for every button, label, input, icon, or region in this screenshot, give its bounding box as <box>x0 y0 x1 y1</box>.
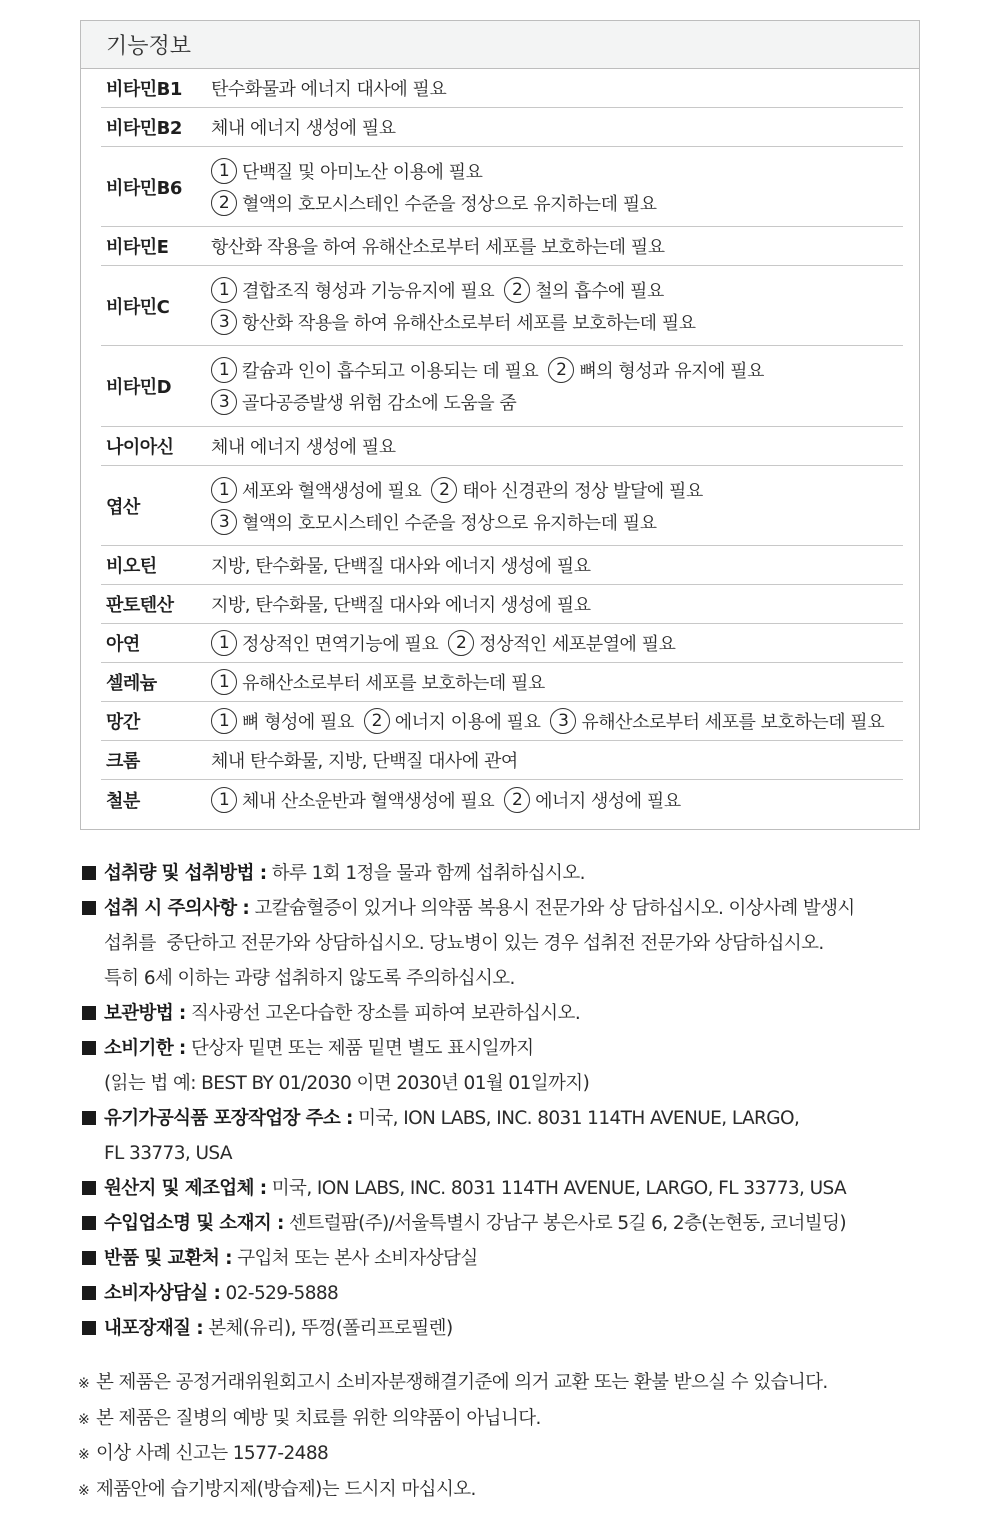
function-item <box>211 190 657 216</box>
functional-info-title: 기능정보 <box>81 21 919 69</box>
circled-number: 1 <box>211 357 237 383</box>
square-bullet-icon <box>82 1006 96 1020</box>
product-info-continuation: (읽는 법 예: BEST BY 01/2030 이면 2030년 01월 01일까지) <box>104 1073 590 1094</box>
function-text: 정상적인 세포분열에 필요 <box>479 634 676 655</box>
function-text: 태아 신경관의 정상 발달에 필요 <box>462 480 703 502</box>
functional-info-row <box>101 466 903 546</box>
function-item <box>211 357 538 383</box>
product-info-text: 센트럴팜(주)/서울특별시 강남구 봉은사로 5길 6, 2층(논현동, 코너빌딩) <box>283 1213 846 1234</box>
circled-number: 1 <box>211 708 237 734</box>
function-text: 항산화 작용을 하여 유해산소로부터 세포를 보호하는데 필요 <box>242 312 696 334</box>
square-bullet-icon <box>82 1181 96 1195</box>
function-item <box>211 158 482 184</box>
product-info-text: 미국, ION LABS, INC. 8031 114TH AVENUE, LARGO, <box>352 1108 800 1129</box>
function-item <box>211 433 396 459</box>
note-text: 본 제품은 공정거래위원회고시 소비자분쟁해결기준에 의거 교환 또는 환불 받으실 수 있습니다. <box>96 1372 828 1393</box>
functional-info-row <box>101 546 903 585</box>
product-info-text: 02-529-5888 <box>220 1283 339 1304</box>
product-info-item <box>82 1031 942 1066</box>
product-info-item <box>82 996 942 1031</box>
functional-info-row <box>101 227 903 266</box>
function-line <box>211 111 903 143</box>
product-info-label: 내포장재질 : <box>104 1318 203 1339</box>
function-text: 항산화 작용을 하여 유해산소로부터 세포를 보호하는데 필요 <box>211 237 665 258</box>
functional-info-row <box>101 741 903 780</box>
function-line <box>211 430 903 462</box>
nutrient-function <box>211 588 903 620</box>
function-item <box>504 277 664 303</box>
square-bullet-icon <box>82 1286 96 1300</box>
function-text: 체내 산소운반과 혈액생성에 필요 <box>242 790 495 812</box>
nutrient-name: 크롬 <box>106 751 140 772</box>
function-text: 철의 흡수에 필요 <box>535 280 664 302</box>
functional-info-rows <box>81 69 919 819</box>
function-item <box>211 233 665 259</box>
function-line <box>211 506 903 538</box>
function-item <box>211 309 696 335</box>
function-line <box>211 230 903 262</box>
product-info-text: 미국, ION LABS, INC. 8031 114TH AVENUE, LARGO, FL 33773, USA <box>266 1178 847 1199</box>
functional-info-row <box>101 108 903 147</box>
function-line <box>211 155 903 187</box>
function-item <box>211 389 516 415</box>
product-info-text: 하루 1회 1정을 물과 함께 섭취하십시오. <box>266 863 585 884</box>
product-info-text: 본체(유리), 뚜껑(폴리프로필렌) <box>203 1318 453 1339</box>
product-info-item <box>82 1241 942 1276</box>
function-item <box>504 787 681 813</box>
function-item <box>364 708 541 734</box>
circled-number: 1 <box>211 158 237 184</box>
nutrient-function <box>211 274 903 338</box>
nutrient-name: 비타민C <box>106 296 170 318</box>
circled-number: 1 <box>211 787 237 813</box>
function-text: 결합조직 형성과 기능유지에 필요 <box>242 280 495 302</box>
product-info-text: 단상자 밑면 또는 제품 밑면 별도 표시일까지 <box>185 1038 534 1059</box>
function-item <box>211 552 591 578</box>
note-text: 이상 사례 신고는 1577-2488 <box>96 1443 329 1464</box>
note-item <box>78 1437 958 1473</box>
circled-number: 2 <box>504 277 530 303</box>
function-text: 탄수화물과 에너지 대사에 필요 <box>211 79 447 100</box>
notes-list <box>78 1366 958 1508</box>
product-info-label: 섭취량 및 섭취방법 : <box>104 863 267 884</box>
function-text: 지방, 탄수화물, 단백질 대사와 에너지 생성에 필요 <box>211 556 591 577</box>
functional-info-row <box>101 624 903 663</box>
function-text: 뼈의 형성과 유지에 필요 <box>579 361 764 382</box>
circled-number: 2 <box>431 477 457 503</box>
circled-number: 2 <box>448 630 474 656</box>
function-line <box>211 549 903 581</box>
nutrient-function <box>211 474 903 538</box>
square-bullet-icon <box>82 901 96 915</box>
circled-number: 3 <box>211 389 237 415</box>
product-info-label: 원산지 및 제조업체 : <box>104 1178 267 1199</box>
function-item <box>550 708 884 734</box>
product-info-text: 구입처 또는 본사 소비자상담실 <box>231 1248 478 1269</box>
nutrient-name: 철분 <box>106 790 140 812</box>
nutrient-function <box>211 744 903 776</box>
square-bullet-icon <box>82 1251 96 1265</box>
function-text: 체내 탄수화물, 지방, 단백질 대사에 관여 <box>211 751 518 772</box>
nutrient-name: 비타민E <box>106 237 169 258</box>
functional-info-row <box>101 346 903 427</box>
nutrient-name: 망간 <box>106 712 140 733</box>
function-item <box>211 509 657 535</box>
circled-number: 1 <box>211 277 237 303</box>
function-line <box>211 386 903 418</box>
note-item <box>78 1402 958 1438</box>
function-item <box>211 277 494 303</box>
function-line <box>211 744 903 776</box>
nutrient-function <box>211 549 903 581</box>
function-item <box>211 75 446 101</box>
nutrient-function <box>211 155 903 219</box>
reference-mark-icon: ※ <box>78 1411 90 1428</box>
function-text: 에너지 생성에 필요 <box>535 790 681 812</box>
function-item <box>211 669 545 695</box>
note-item <box>78 1473 958 1509</box>
product-info-text: 직사광선 고온다습한 장소를 피하여 보관하십시오. <box>185 1003 581 1024</box>
nutrient-function <box>211 705 903 737</box>
function-item <box>211 477 421 503</box>
function-text: 정상적인 면역기능에 필요 <box>242 634 439 655</box>
nutrient-function <box>211 430 903 462</box>
product-info-item <box>82 1311 942 1346</box>
function-text: 체내 에너지 생성에 필요 <box>211 118 396 139</box>
square-bullet-icon <box>82 1111 96 1125</box>
function-line <box>211 705 903 737</box>
function-text: 뼈 형성에 필요 <box>242 712 354 733</box>
circled-number: 1 <box>211 477 237 503</box>
circled-number: 3 <box>211 309 237 335</box>
product-info-item <box>82 1206 942 1241</box>
nutrient-name: 비타민D <box>106 377 172 398</box>
functional-info-row <box>101 663 903 702</box>
function-line <box>211 474 903 506</box>
function-item <box>448 630 675 656</box>
functional-info-row <box>101 266 903 346</box>
product-info-label: 반품 및 교환처 : <box>104 1248 232 1269</box>
product-info-label: 섭취 시 주의사항 : <box>104 898 250 919</box>
product-info-label: 수입업소명 및 소재지 : <box>104 1213 284 1234</box>
product-info-item <box>82 891 942 926</box>
product-info-continuation: 특히 6세 이하는 과량 섭취하지 않도록 주의하십시오. <box>104 968 515 989</box>
nutrient-name: 엽산 <box>106 496 140 518</box>
function-item <box>548 357 764 383</box>
functional-info-row <box>101 780 903 819</box>
function-text: 혈액의 호모시스테인 수준을 정상으로 유지하는데 필요 <box>242 193 657 215</box>
functional-info-table <box>80 20 920 830</box>
function-line <box>211 627 903 659</box>
product-info-item <box>82 1101 942 1136</box>
function-item <box>211 787 494 813</box>
product-info-item <box>82 1276 942 1311</box>
function-line <box>211 666 903 698</box>
note-text: 제품안에 습기방지제(방습제)는 드시지 마십시오. <box>96 1478 476 1500</box>
function-item <box>211 591 591 617</box>
square-bullet-icon <box>82 1321 96 1335</box>
nutrient-name: 비타민B2 <box>106 118 182 139</box>
square-bullet-icon <box>82 866 96 880</box>
function-item <box>211 747 518 773</box>
circled-number: 1 <box>211 669 237 695</box>
function-item <box>431 477 702 503</box>
function-item <box>211 630 438 656</box>
function-line <box>211 187 903 219</box>
function-text: 에너지 이용에 필요 <box>394 712 541 733</box>
function-text: 혈액의 호모시스테인 수준을 정상으로 유지하는데 필요 <box>242 512 657 534</box>
function-line <box>211 354 903 386</box>
circled-number: 3 <box>550 708 576 734</box>
nutrient-function <box>211 111 903 143</box>
nutrient-function <box>211 784 903 816</box>
function-text: 칼슘과 인이 흡수되고 이용되는 데 필요 <box>242 361 539 382</box>
circled-number: 1 <box>211 630 237 656</box>
function-text: 체내 에너지 생성에 필요 <box>211 437 396 458</box>
function-line <box>211 306 903 338</box>
nutrient-function <box>211 627 903 659</box>
product-info-text: 고칼슘혈증이 있거나 의약품 복용시 전문가와 상 담하십시오. 이상사례 발생시 <box>249 898 855 919</box>
product-info-item <box>82 1171 942 1206</box>
product-info-item <box>82 856 942 891</box>
nutrient-name: 판토텐산 <box>106 595 174 616</box>
function-text: 세포와 혈액생성에 필요 <box>242 480 422 502</box>
function-line <box>211 784 903 816</box>
function-line <box>211 274 903 306</box>
product-info-continuation: FL 33773, USA <box>104 1143 232 1164</box>
function-line <box>211 72 903 104</box>
nutrient-name: 나이아신 <box>106 437 174 458</box>
function-text: 유해산소로부터 세포를 보호하는데 필요 <box>242 673 545 694</box>
note-item <box>78 1366 958 1402</box>
nutrient-name: 비오틴 <box>106 556 157 577</box>
functional-info-row <box>101 702 903 741</box>
square-bullet-icon <box>82 1041 96 1055</box>
product-info-list <box>82 856 942 1346</box>
nutrient-function <box>211 230 903 262</box>
nutrient-function <box>211 666 903 698</box>
functional-info-row <box>101 147 903 227</box>
function-item <box>211 708 354 734</box>
reference-mark-icon: ※ <box>78 1376 90 1392</box>
function-item <box>211 114 396 140</box>
functional-info-row <box>101 427 903 466</box>
circled-number: 3 <box>211 509 237 535</box>
function-text: 지방, 탄수화물, 단백질 대사와 에너지 생성에 필요 <box>211 595 591 616</box>
nutrient-function <box>211 354 903 418</box>
functional-info-row <box>101 69 903 108</box>
functional-info-row <box>101 585 903 624</box>
nutrient-name: 셀레늄 <box>106 673 157 694</box>
reference-mark-icon: ※ <box>78 1447 90 1463</box>
product-info-label: 유기가공식품 포장작업장 주소 : <box>104 1108 353 1129</box>
note-text: 본 제품은 질병의 예방 및 치료를 위한 의약품이 아닙니다. <box>96 1407 541 1429</box>
nutrient-name: 아연 <box>106 634 140 655</box>
function-text: 골다공증발생 위험 감소에 도움을 줌 <box>242 393 517 414</box>
nutrient-name: 비타민B6 <box>106 177 182 199</box>
function-line <box>211 588 903 620</box>
reference-mark-icon: ※ <box>78 1482 90 1499</box>
function-text: 단백질 및 아미노산 이용에 필요 <box>242 161 483 183</box>
square-bullet-icon <box>82 1216 96 1230</box>
nutrient-name: 비타민B1 <box>106 79 182 100</box>
product-info-label: 소비기한 : <box>104 1038 186 1059</box>
circled-number: 2 <box>548 357 574 383</box>
circled-number: 2 <box>504 787 530 813</box>
product-info-continuation: 섭취를 중단하고 전문가와 상담하십시오. 당뇨병이 있는 경우 섭취전 전문가와 상담하십시오. <box>104 933 824 954</box>
function-text: 유해산소로부터 세포를 보호하는데 필요 <box>581 712 885 733</box>
circled-number: 2 <box>211 190 237 216</box>
nutrient-function <box>211 72 903 104</box>
product-info-label: 소비자상담실 : <box>104 1283 221 1304</box>
product-info-label: 보관방법 : <box>104 1003 186 1024</box>
circled-number: 2 <box>364 708 390 734</box>
